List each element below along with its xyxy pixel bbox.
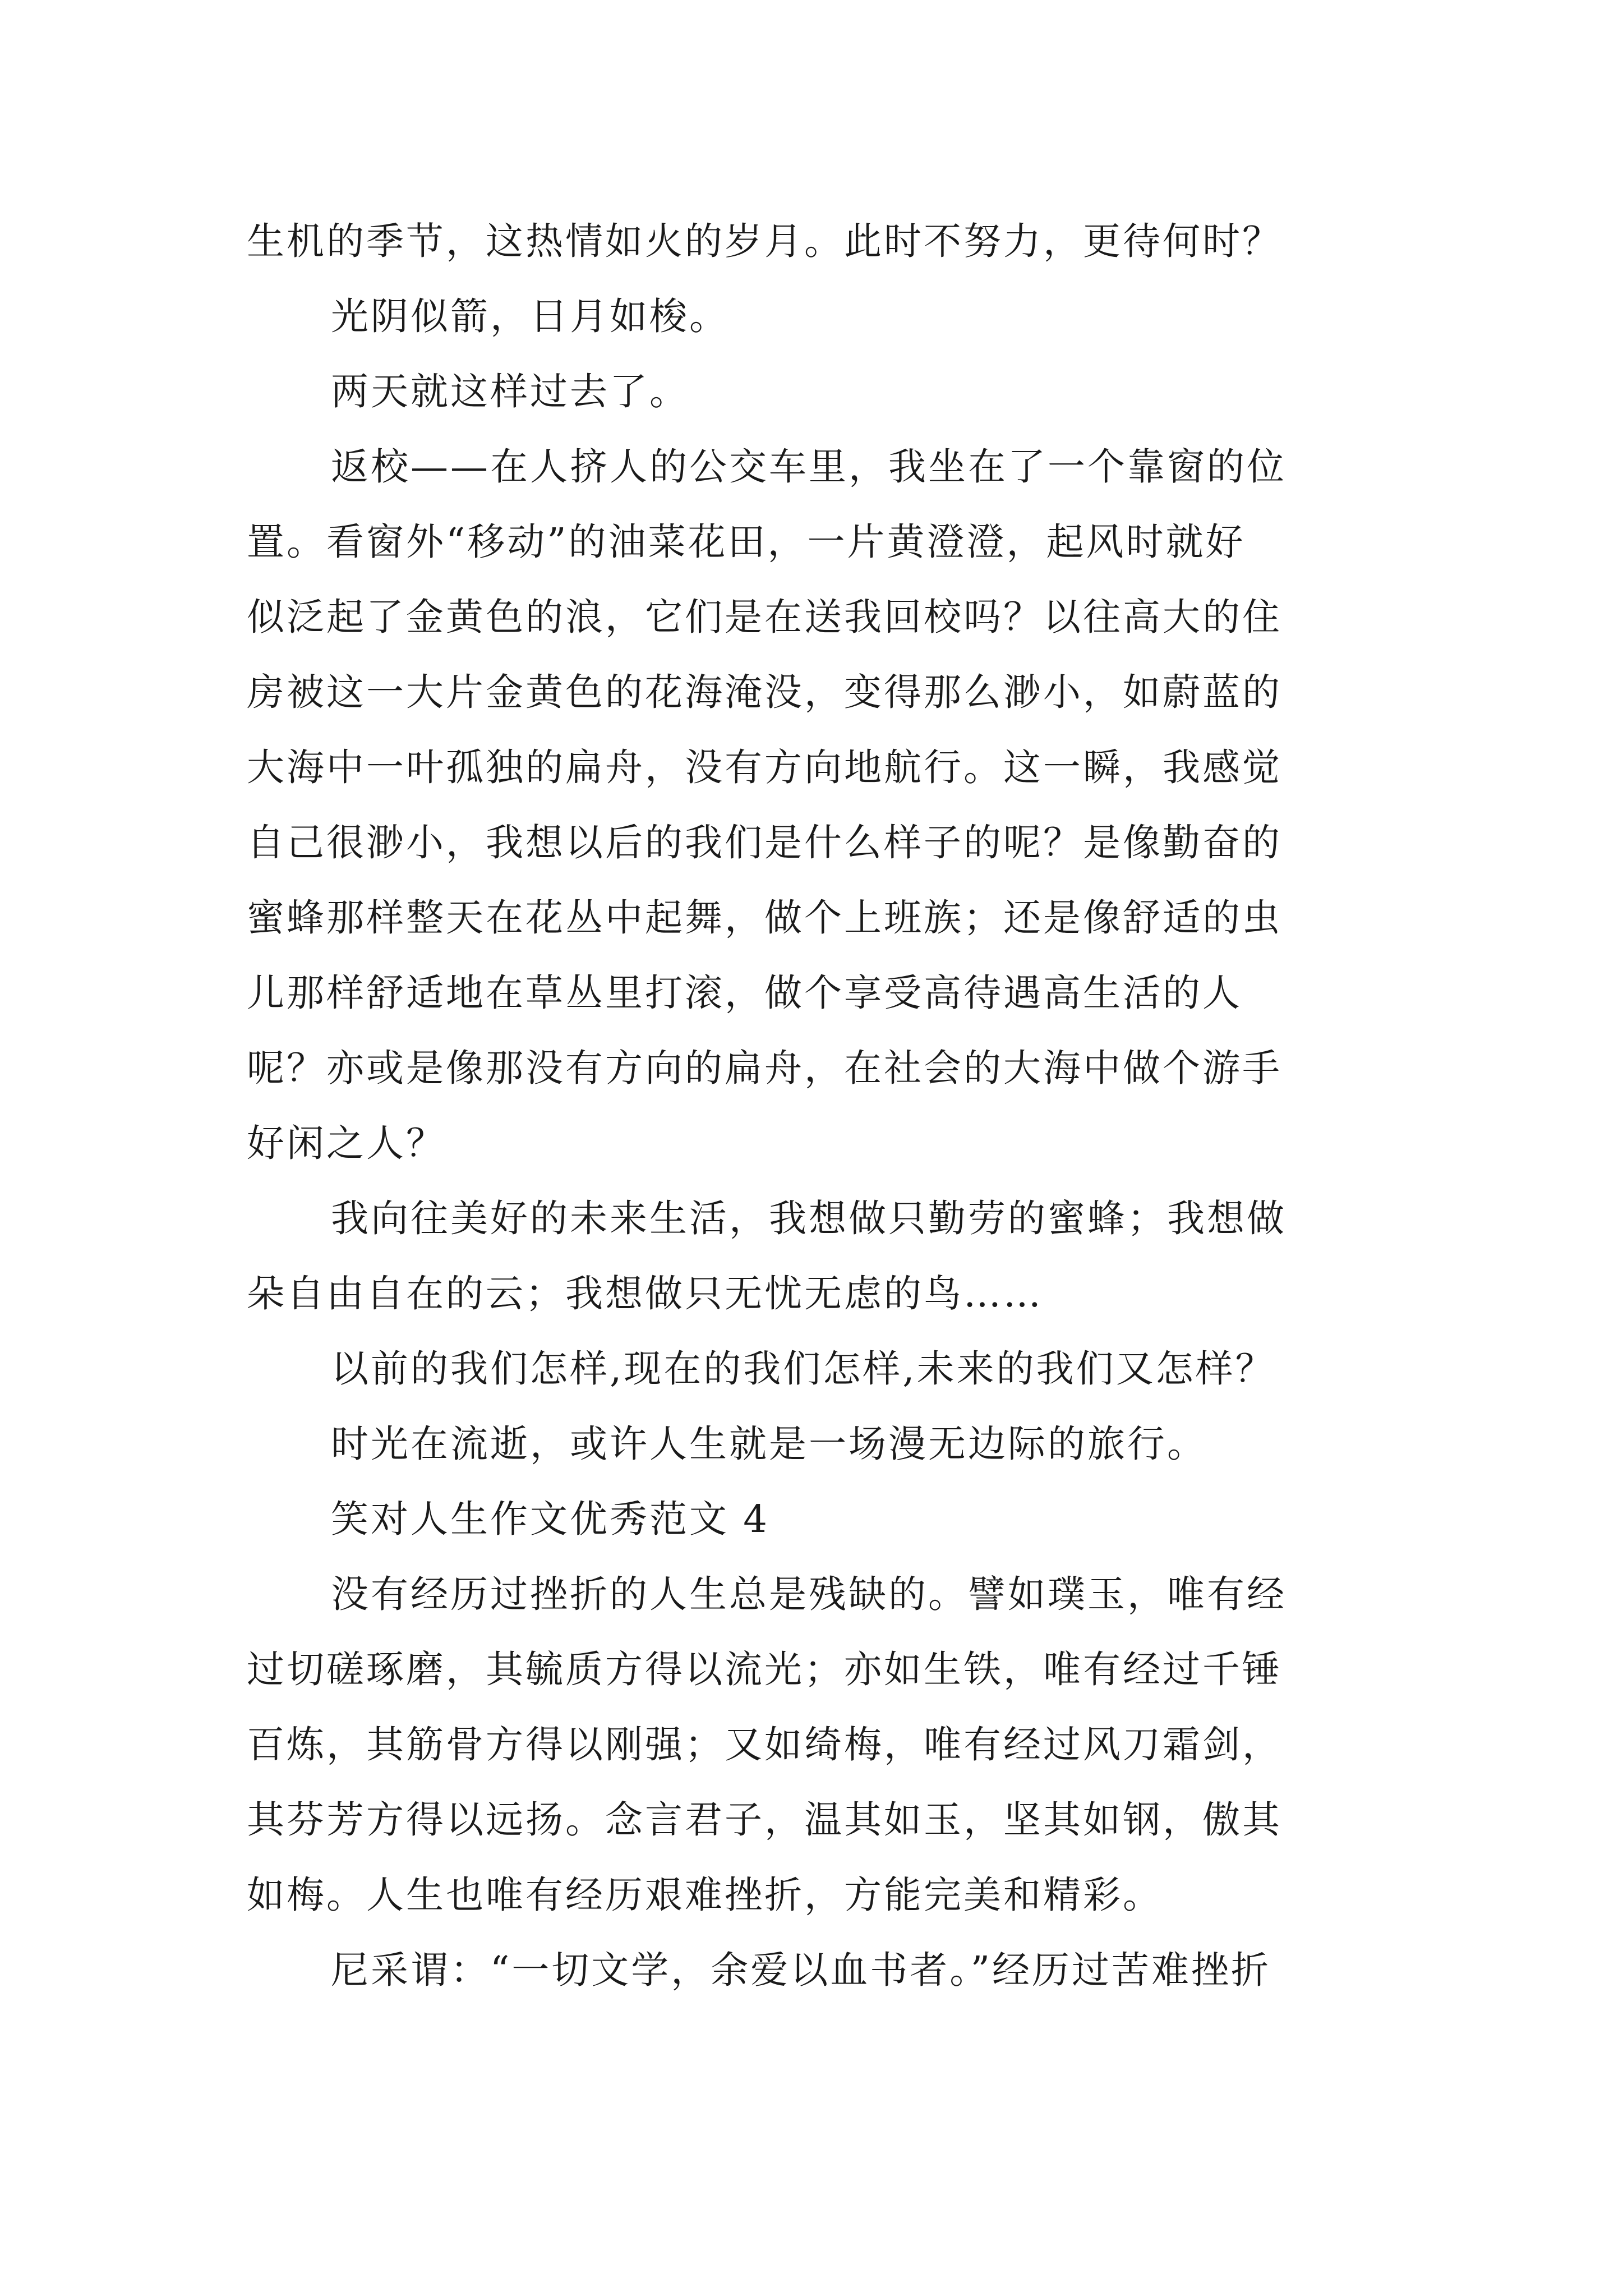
text-line: 其芬芳方得以远扬。念言君子，温其如玉，坚其如钢，傲其 xyxy=(247,1798,1282,1842)
text-line: 时光在流逝，或许人生就是一场漫无边际的旅行。 xyxy=(331,1422,1207,1466)
text-line: 似泛起了金黄色的浪，它们是在送我回校吗？以往高大的住 xyxy=(247,595,1282,639)
text-line: 尼采谓：“一切文学，余爱以血书者。”经历过苦难挫折 xyxy=(331,1948,1271,1992)
text-line: 没有经历过挫折的人生总是残缺的。譬如璞玉，唯有经 xyxy=(331,1572,1287,1616)
text-line: 如梅。人生也唯有经历艰难挫折，方能完美和精彩。 xyxy=(247,1873,1163,1917)
text-line: 百炼，其筋骨方得以刚强；又如绮梅，唯有经过风刀霜剑， xyxy=(247,1723,1282,1766)
text-line: 房被这一大片金黄色的花海淹没，变得那么渺小，如蔚蓝的 xyxy=(247,670,1282,714)
text-line: 我向往美好的未来生活，我想做只勤劳的蜜蜂；我想做 xyxy=(331,1197,1287,1240)
body-text xyxy=(247,204,1374,2008)
text-line: 朵自由自在的云；我想做只无忧无虑的鸟…… xyxy=(247,1272,1043,1315)
text-line: 儿那样舒适地在草丛里打滚，做个享受高待遇高生活的人 xyxy=(247,971,1242,1015)
text-line: 蜜蜂那样整天在花丛中起舞，做个上班族；还是像舒适的虫 xyxy=(247,896,1282,940)
text-line: 好闲之人？ xyxy=(247,1121,446,1165)
text-line: 过切磋琢磨，其毓质方得以流光；亦如生铁，唯有经过千锤 xyxy=(247,1648,1282,1691)
text-line: 呢？亦或是像那没有方向的扁舟，在社会的大海中做个游手 xyxy=(247,1046,1282,1090)
text-line: 置。看窗外“移动”的油菜花田，一片黄澄澄，起风时就好 xyxy=(247,520,1246,564)
text-line: 以前的我们怎样,现在的我们怎样,未来的我们又怎样？ xyxy=(331,1347,1275,1391)
text-line: 光阴似箭，日月如梭。 xyxy=(331,295,729,338)
text-line: 自己很渺小，我想以后的我们是什么样子的呢？是像勤奋的 xyxy=(247,821,1282,864)
section-heading: 笑对人生作文优秀范文 4 xyxy=(331,1497,769,1541)
text-line: 生机的季节，这热情如火的岁月。此时不努力，更待何时？ xyxy=(247,219,1282,263)
text-line: 大海中一叶孤独的扁舟，没有方向地航行。这一瞬，我感觉 xyxy=(247,746,1282,789)
text-line: 返校——在人挤人的公交车里，我坐在了一个靠窗的位 xyxy=(331,445,1287,489)
text-line: 两天就这样过去了。 xyxy=(331,370,689,413)
